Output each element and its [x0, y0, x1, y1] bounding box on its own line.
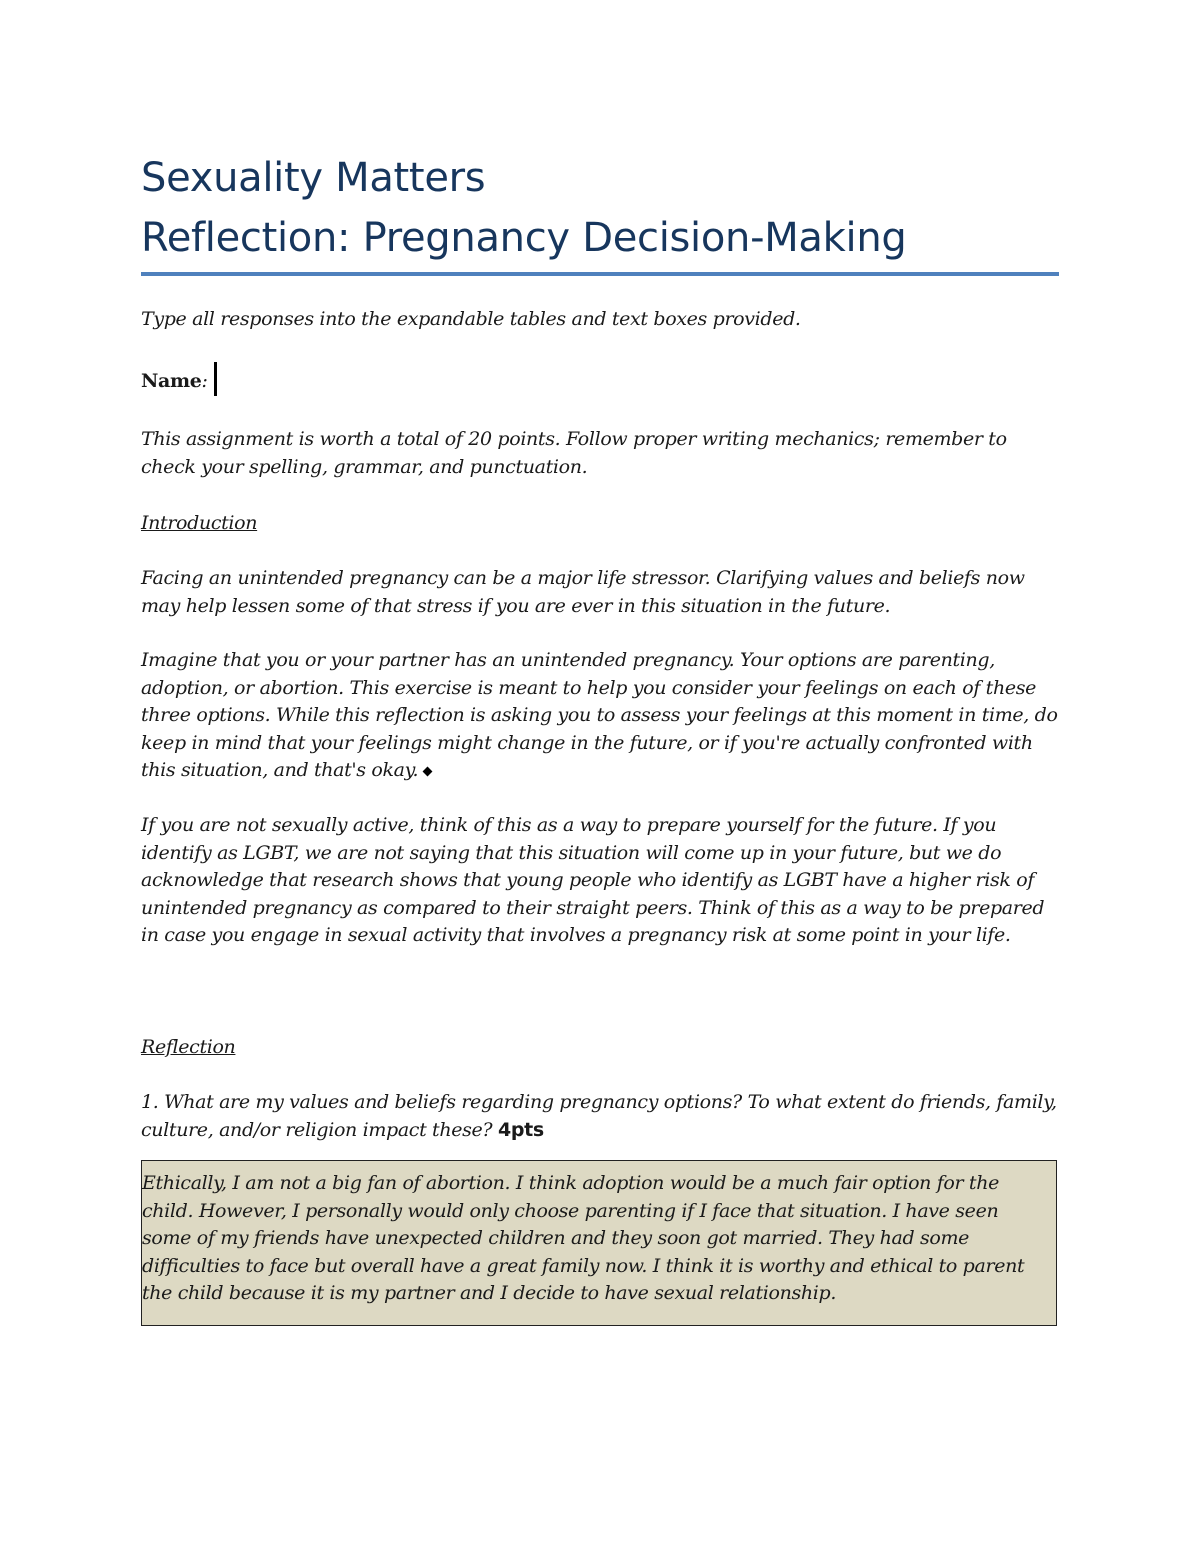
- introduction-paragraph-2-text: Imagine that you or your partner has an unintended pregnancy. Your options are parenting, adoption, or abortion. This exercise is meant to help you consider your feelings on each of these three options. While this reflection is asking you to assess your feelings at this moment in time, do keep in mind that your feelings might change in the future, or if you're actually confronted with this situation, and that's okay.: [141, 649, 1058, 781]
- title-line-course: Sexuality Matters: [141, 155, 486, 201]
- reflection-heading: Reflection: [141, 1036, 236, 1058]
- introduction-heading: Introduction: [141, 512, 258, 534]
- title-divider: [141, 272, 1059, 276]
- document-title: [141, 148, 1059, 268]
- paragraph-mark-icon: [423, 767, 433, 777]
- question-1: [141, 1089, 1063, 1144]
- answer-text-question-1[interactable]: Ethically, I am not a big fan of abortion. I think adoption would be a much fair option for the child. However, I personally would only choose parenting if I face that situation. I have seen some of my friends have unexpected children and they soon got married. They had some difficulties to face but overall have a great family now. I think it is worthy and ethical to parent the child because it is my partner and I decide to have sexual relationship.: [142, 1172, 1025, 1304]
- introduction-paragraph-2: [141, 647, 1063, 785]
- name-colon: :: [201, 370, 208, 392]
- introduction-paragraph-3: If you are not sexually active, think of this as a way to prepare yourself for the future. If you identify as LGBT, we are not saying that this situation will come up in your future, but we do acknowledge that research shows that young people who identify as LGBT have a higher risk of unintended pregnancy as compared to their straight peers. Think of this as a way to be prepared in case you engage in sexual activity that involves a pregnancy risk at some point in your life.: [141, 814, 1045, 946]
- assignment-note: This assignment is worth a total of 20 points. Follow proper writing mechanics; remember to check your spelling, grammar, and punctuation.: [141, 428, 1007, 478]
- instructions-text: Type all responses into the expandable tables and text boxes provided.: [141, 308, 801, 330]
- name-label: Name: [141, 370, 202, 392]
- title-line-assignment: Reflection: Pregnancy Decision-Making: [141, 215, 907, 261]
- question-1-text: 1. What are my values and beliefs regarding pregnancy options? To what extent do friends, family, culture, and/or religion impact these?: [141, 1091, 1057, 1141]
- question-1-points: 4pts: [497, 1118, 544, 1141]
- name-input-cursor[interactable]: [214, 362, 217, 396]
- answer-box-question-1[interactable]: [141, 1160, 1057, 1326]
- introduction-paragraph-1: Facing an unintended pregnancy can be a major life stressor. Clarifying values and beliefs now may help lessen some of that stress if you are ever in this situation in the future.: [141, 567, 1025, 617]
- name-row: [141, 362, 1063, 396]
